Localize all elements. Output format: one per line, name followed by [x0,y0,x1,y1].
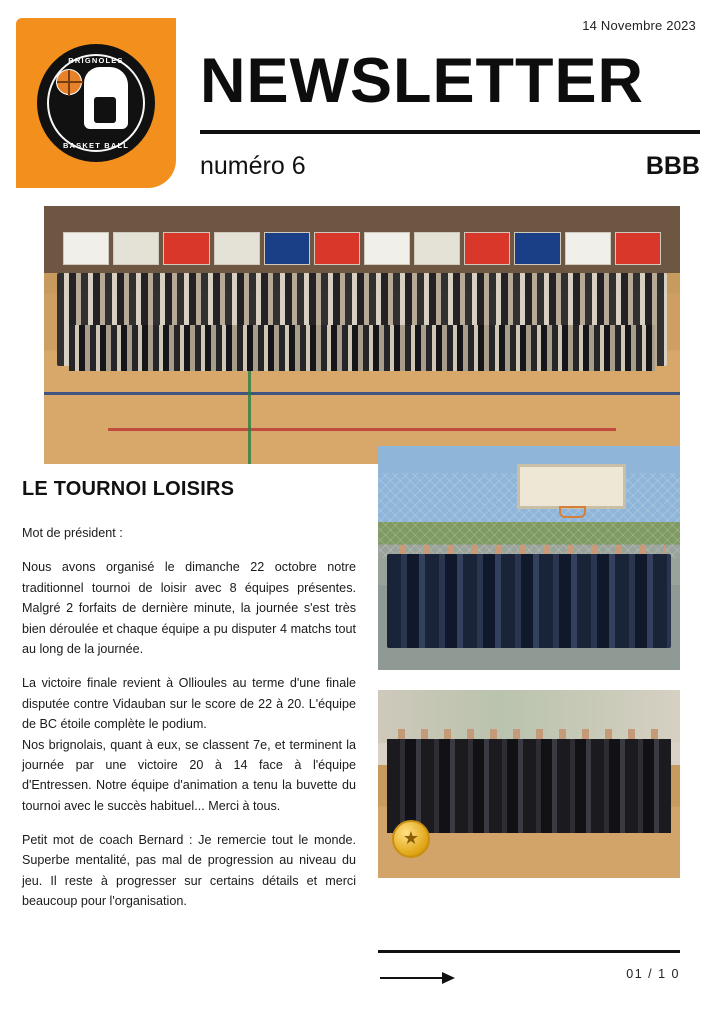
issue-number: numéro 6 [200,152,306,181]
org-abbreviation: BBB [645,152,700,181]
article-paragraph-4: Petit mot de coach Bernard : Je remercie tout le monde. Superbe mentalité, pas mal de progression au niveau du jeu. Il reste à progresser sur certains détails et merci beaucoup pour l'organisation. [22,833,356,909]
article-paragraph-3: Nos brignolais, quant à eux, se classent 7e, et terminent la journée par une victoire 20 à 14 face à l'équipe d'Entressen. Notre équipe d'animation a tenu la buvette du tournoi avec le succès habituel... Merci à tous. [22,737,356,813]
hoop-rim-icon [559,506,586,517]
masthead [200,48,700,181]
logo-text-bottom: BASKET BALL [62,141,130,150]
page-title: NEWSLETTER [200,46,644,116]
page-number: 01 / 1 0 [626,967,680,981]
sponsor-banners [63,232,661,266]
article-paragraph-1: Nous avons organisé le dimanche 22 octobre notre traditionnel tournoi de loisir avec 8 équipes présentes. Malgré 2 forfaits de dernière minute, la journée s'est très bien déroulée et chaque équipe a pu disputer 4 matchs tout au long de la journée. [22,560,356,656]
basketball-icon [56,69,82,95]
medal-icon [388,812,434,864]
footer-divider [378,950,680,953]
article-intro: Mot de président : [22,526,123,540]
group-photo [44,206,680,464]
article-paragraph-2: La victoire finale revient à Ollioules au terme d'une finale disputée contre Vidauban sur le score de 22 à 20. L'équipe de BC étoile complète le podium. [22,676,356,732]
medal-star-icon: ★ [402,827,420,848]
outdoor-team-photo [378,446,680,670]
next-page-arrow-icon[interactable] [380,972,458,984]
article-heading: LE TOURNOI LOISIRS [22,478,235,500]
outdoor-court-scene [378,446,680,670]
group-row-front [69,325,654,371]
issue-date: 14 Novembre 2023 [582,18,696,33]
court-line-2 [108,428,617,431]
medal-disc [392,820,430,858]
player-figure-icon [84,67,128,129]
club-logo-badge [16,18,176,188]
club-logo-icon [37,44,155,162]
indoor-team-photo [378,690,680,878]
masthead-divider [200,130,700,134]
logo-text-top: BRIGNOLES [68,56,124,65]
article [22,478,356,926]
court-line-1 [44,392,680,395]
court-line-3 [248,371,251,464]
masthead-subrow [200,152,700,181]
outdoor-players-row [387,554,671,648]
indoor-gym-scene [378,690,680,878]
backboard-icon [517,464,626,509]
gym-scene [44,206,680,464]
